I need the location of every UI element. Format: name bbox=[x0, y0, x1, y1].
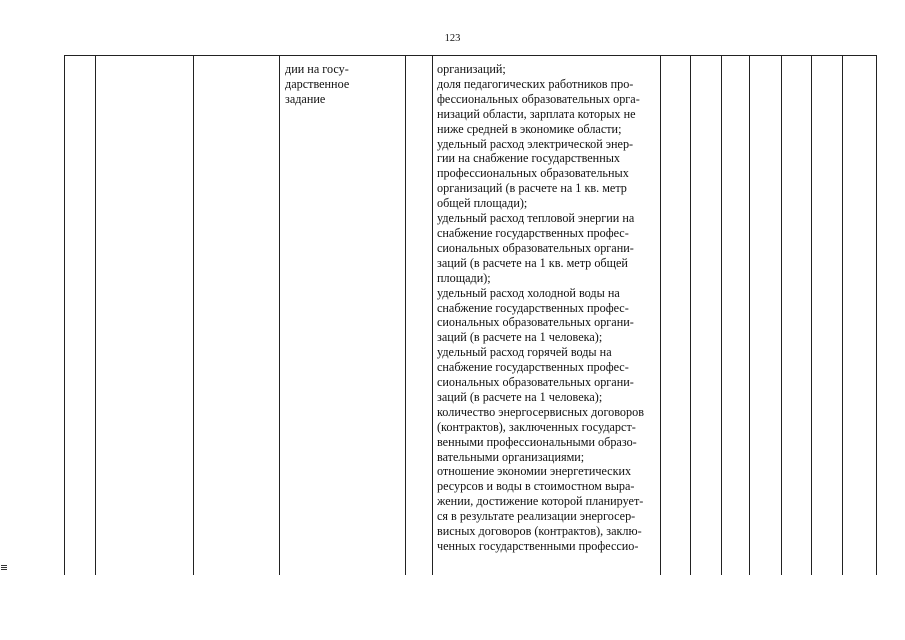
indicator-line: организаций (в расчете на 1 кв. метр bbox=[437, 181, 627, 196]
indicator-line: гии на снабжение государственных bbox=[437, 151, 621, 166]
indicators-cell bbox=[433, 56, 661, 576]
indicator-line: снабжение государственных профес- bbox=[437, 300, 629, 315]
task-cell bbox=[280, 56, 406, 576]
table-cell-empty-1 bbox=[65, 56, 96, 576]
table-cell-empty-11 bbox=[782, 56, 812, 576]
indicator-line: снабжение государственных профес- bbox=[437, 225, 629, 240]
table-cell-empty-7 bbox=[661, 56, 691, 576]
table-cell-empty-13 bbox=[843, 56, 877, 576]
task-cell-line: дии на госу- bbox=[285, 62, 349, 76]
indicator-line: доля педагогических работников про- bbox=[437, 76, 634, 91]
table-cell-empty-3 bbox=[194, 56, 280, 576]
indicator-line: низаций области, зарплата которых не bbox=[437, 106, 636, 121]
table-cell-empty-8 bbox=[691, 56, 722, 576]
indicator-line: количество энергосервисных договоров bbox=[437, 404, 644, 419]
table-cell-empty-2 bbox=[96, 56, 194, 576]
indicator-line: венными профессиональными образо- bbox=[437, 434, 637, 449]
indicator-line: сиональных образовательных органи- bbox=[437, 240, 634, 255]
indicator-line: вательными организациями; bbox=[437, 449, 585, 464]
indicator-line: организаций; bbox=[437, 62, 506, 76]
indicator-line: удельный расход электрической энер- bbox=[437, 136, 634, 151]
indicator-line: удельный расход тепловой энергии на bbox=[437, 211, 635, 226]
indicator-line: общей площади); bbox=[437, 196, 528, 211]
indicator-line: ниже средней в экономике области; bbox=[437, 121, 622, 136]
document-table bbox=[64, 55, 876, 575]
indicator-line: ченных государственными профессио- bbox=[437, 539, 639, 553]
indicator-line: профессиональных образовательных bbox=[437, 166, 629, 181]
indicator-line: заций (в расчете на 1 кв. метр общей bbox=[437, 255, 628, 270]
scan-margin-mark bbox=[1, 565, 7, 573]
indicator-line: сиональных образовательных органи- bbox=[437, 315, 634, 330]
indicator-line: фессиональных образовательных орга- bbox=[437, 91, 640, 106]
indicator-line: отношение экономии энергетических bbox=[437, 464, 632, 479]
indicator-line: (контрактов), заключенных государст- bbox=[437, 419, 636, 434]
task-cell-line: дарственное bbox=[285, 76, 350, 91]
indicator-line: заций (в расчете на 1 человека); bbox=[437, 330, 603, 345]
indicator-line: сиональных образовательных органи- bbox=[437, 375, 634, 390]
indicator-line: ресурсов и воды в стоимостном выра- bbox=[437, 479, 635, 494]
indicator-line: снабжение государственных профес- bbox=[437, 360, 629, 375]
table-cell-empty-10 bbox=[750, 56, 782, 576]
indicator-line: удельный расход горячей воды на bbox=[437, 345, 612, 360]
indicator-line: жении, достижение которой планирует- bbox=[437, 494, 644, 509]
table-cell-empty-9 bbox=[722, 56, 750, 576]
indicator-line: площади); bbox=[437, 270, 491, 285]
indicator-line: висных договоров (контрактов), заклю- bbox=[437, 524, 642, 539]
indicator-line: заций (в расчете на 1 человека); bbox=[437, 389, 603, 404]
task-cell-line: задание bbox=[285, 91, 326, 106]
indicator-line: удельный расход холодной воды на bbox=[437, 285, 620, 300]
indicator-line: ся в результате реализации энергосер- bbox=[437, 509, 636, 524]
table-cell-empty-5 bbox=[406, 56, 433, 576]
table-cell-empty-12 bbox=[812, 56, 843, 576]
page-number: 123 bbox=[444, 33, 461, 44]
